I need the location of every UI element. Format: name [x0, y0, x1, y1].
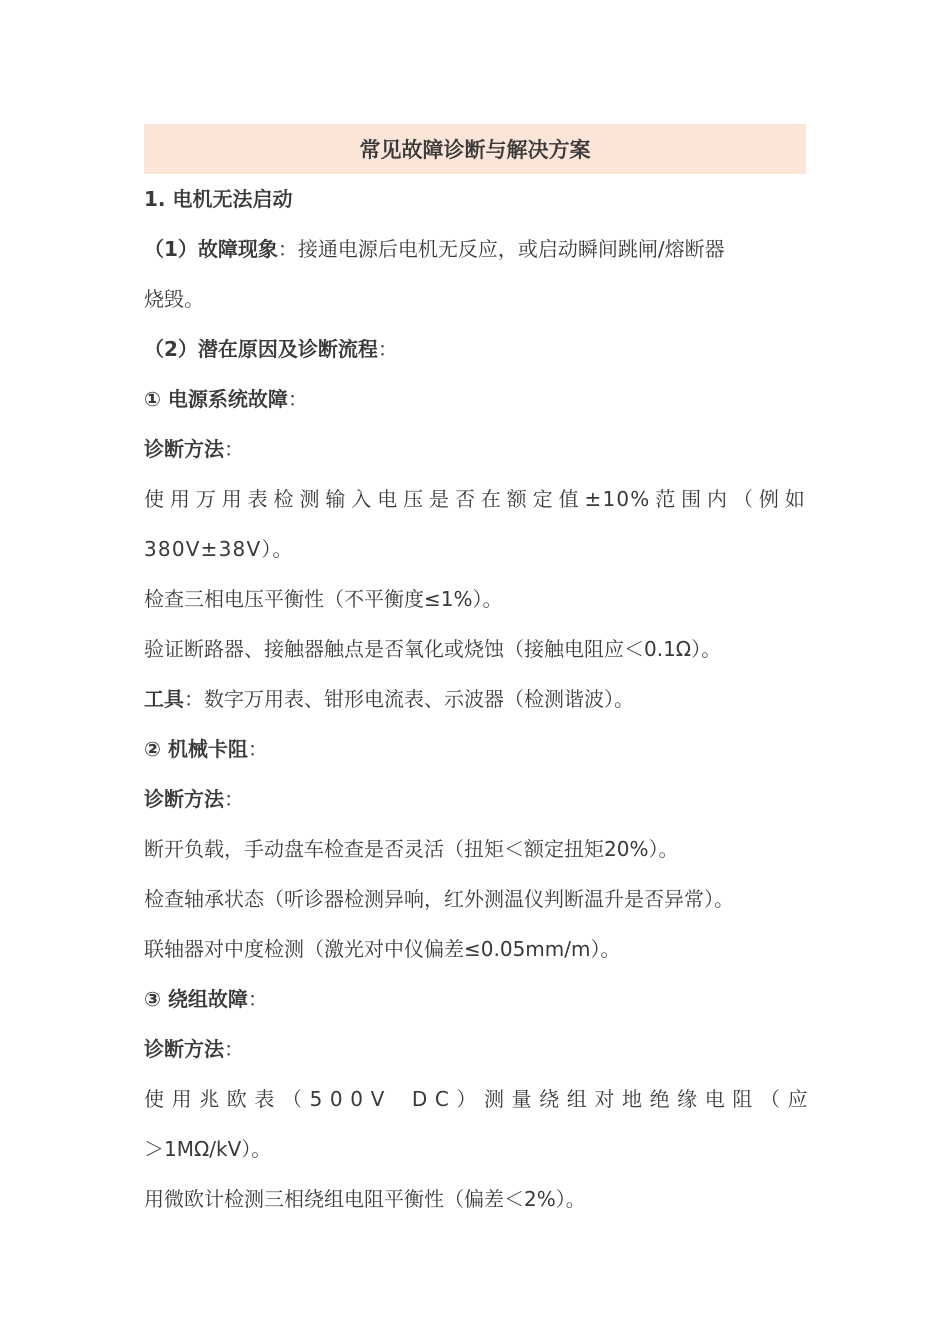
power-item-3: 验证断路器、接触器触点是否氧化或烧蚀（接触电阻应＜0.1Ω）。: [144, 637, 722, 661]
symptom-line: [144, 224, 806, 274]
winding-fault-colon: ：: [247, 987, 268, 1011]
winding-method-colon: ：: [224, 1037, 244, 1061]
power-method-label: 诊断方法: [144, 437, 224, 461]
mechanical-method-label: 诊断方法: [144, 787, 224, 811]
mechanical-item-2: 检查轴承状态（听诊器检测异响，红外测温仪判断温升是否异常）。: [144, 887, 734, 911]
symptom-label: （1）故障现象: [144, 237, 278, 261]
power-fault-colon: ：: [287, 387, 308, 411]
power-tools-label: 工具: [144, 687, 184, 711]
document-title: 常见故障诊断与解决方案: [144, 124, 806, 174]
causes-line: [144, 324, 806, 374]
winding-method-label: 诊断方法: [144, 1037, 224, 1061]
mechanical-item-1: 断开负载，手动盘车检查是否灵活（扭矩＜额定扭矩20%）。: [144, 837, 679, 861]
winding-item-2: 用微欧计检测三相绕组电阻平衡性（偏差＜2%）。: [144, 1187, 586, 1211]
power-method-colon: ：: [224, 437, 244, 461]
power-item-2: 检查三相电压平衡性（不平衡度≤1%）。: [144, 587, 503, 611]
symptom-text-continued: 烧毁。: [144, 287, 204, 311]
mechanical-method-heading: [144, 774, 806, 824]
winding-fault-label: ③ 绕组故障: [144, 987, 248, 1011]
document-page: [144, 124, 816, 1224]
causes-label: （2）潜在原因及诊断流程: [144, 337, 378, 361]
power-item-1: 使用万用表检测输入电压是否在额定值±10%范围内（例如: [144, 487, 806, 511]
winding-method-heading: [144, 1024, 806, 1074]
mechanical-fault-heading: [144, 724, 806, 774]
mechanical-method-colon: ：: [224, 787, 244, 811]
power-fault-label: ① 电源系统故障: [144, 387, 288, 411]
winding-item-1: 使用兆欧表（500V DC）测量绕组对地绝缘电阻（应: [144, 1087, 816, 1111]
winding-item-1-continued: ＞1MΩ/kV）。: [144, 1137, 272, 1161]
power-method-heading: [144, 424, 806, 474]
power-fault-heading: [144, 374, 806, 424]
symptom-text: ：接通电源后电机无反应，或启动瞬间跳闸/熔断器: [277, 237, 725, 261]
mechanical-item-3: 联轴器对中度检测（激光对中仪偏差≤0.05mm/m）。: [144, 937, 621, 961]
mechanical-fault-label: ② 机械卡阻: [144, 737, 248, 761]
mechanical-fault-colon: ：: [247, 737, 268, 761]
power-item-1-continued: 380V±38V）。: [144, 537, 294, 561]
power-tools-line: [144, 674, 806, 724]
causes-colon: ：: [377, 337, 398, 361]
power-tools-text: ：数字万用表、钳形电流表、示波器（检测谐波）。: [184, 687, 634, 711]
section-heading: 1. 电机无法启动: [144, 187, 293, 211]
winding-fault-heading: [144, 974, 806, 1024]
